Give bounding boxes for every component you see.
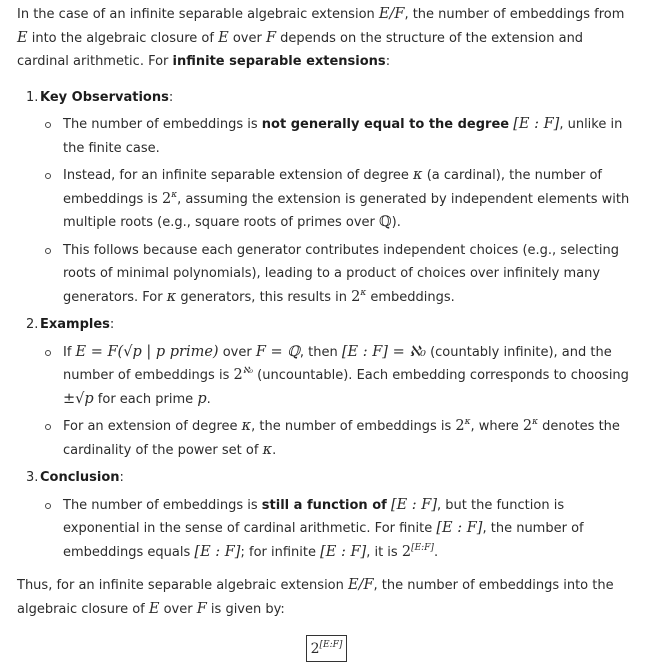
math-inline: E <box>218 29 229 46</box>
bullet-list <box>40 494 636 565</box>
math-inline: E = F(√p | p prime) <box>75 343 219 360</box>
math-inline: 2 <box>233 367 243 383</box>
list-item-key-observations: 1. Key Observations: The number of embeddings is not generally equal to the degree [E : F], unlike in the finite case. Instead, for an infinite separable extension of degree κ (a cardinal), the number of embeddings is $2^\kappa$, assuming the extension is generated by independent elements with multiple roots (e.g., square roots of primes over ℚ). This follows because each generator contributes independent choices (e.g., selecting roots of minimal polynomials), leading to a product of choices over infinitely many generators. For κ generators, this results in $2^\kappa$ embeddings. <box>17 86 636 310</box>
math-inline: 2 <box>455 418 465 434</box>
final-paragraph: Thus, for an infinite separable algebraic extension E/F, the number of embeddings into the algebraic closure of E over F is given by: <box>17 577 614 617</box>
math-inline: E/F <box>348 577 374 593</box>
math-inline: 2 <box>401 543 412 560</box>
bullet-icon <box>45 424 51 430</box>
list-item-conclusion: 3. Conclusion: The number of embeddings is still a function of [E : F], but the function is exponential in the sense of cardinal arithmetic. For finite [E : F], the number of embeddings equals [E : F]; for infinite [E : F], it is 2[E:F]. <box>17 466 636 564</box>
list-item: This follows because each generator contributes independent choices (e.g., selecting roots of minimal polynomials), leading to a product of choices over infinitely many generators. For κ generators, this results in $2^\kappa$ embeddings. <box>40 239 636 310</box>
list-item: The number of embeddings is not generally equal to the degree [E : F], unlike in the finite case. <box>40 113 636 160</box>
section-heading: Key Observations <box>40 89 169 105</box>
math-inline: F <box>196 600 207 617</box>
bullet-icon <box>45 503 51 509</box>
numbered-list <box>17 86 636 565</box>
list-number: 1. <box>26 89 39 105</box>
intro-paragraph: In the case of an infinite separable algebraic extension E/F, the number of embeddings from E into the algebraic closure of E over F depends on the structure of the extension and cardinal arithmetic. For infinite separable extensions: <box>17 6 625 69</box>
section-heading: Examples <box>40 317 110 332</box>
math-inline: F = ℚ <box>255 343 300 360</box>
math-inline: [E : F] <box>436 520 483 536</box>
list-item: For an extension of degree κ, the number of embeddings is $2^\kappa$, where $2^\kappa$ denotes the cardinality of the power set of κ. <box>40 415 636 462</box>
bullet-icon <box>45 350 51 356</box>
math-inline: F <box>265 29 277 46</box>
list-number: 3. <box>26 470 39 485</box>
math-inline: [E : F] <box>513 116 560 132</box>
math-inline: [E : F] <box>320 543 367 560</box>
list-item-examples: 2. Examples: If E = F(√p | p prime) over F = ℚ, then [E : F] = ℵ₀ (countably infinite), and the number of embeddings is $2^{ℵ_0}$ (uncountable). Each embedding corresponds to choosing ±√p for each prime p. For an extension of degree κ, the number of embeddings is $2^\kappa$, where $2^\kappa$ denotes the cardinality of the power set of κ. <box>17 313 636 462</box>
math-inline: p <box>197 390 207 407</box>
bullet-icon <box>45 248 51 254</box>
boxed-answer: 2[E:F] <box>306 635 348 662</box>
list-item: If E = F(√p | p prime) over F = ℚ, then [E : F] = ℵ₀ (countably infinite), and the number of embeddings is $2^{ℵ_0}$ (uncountable). Each embedding corresponds to choosing ±√p for each prime p. <box>40 341 636 412</box>
list-item: The number of embeddings is still a function of [E : F], but the function is exponential in the sense of cardinal arithmetic. For finite [E : F], the number of embeddings equals [E : F]; for infinite [E : F], it is 2[E:F]. <box>40 494 636 565</box>
math-inline: 2 <box>351 288 361 305</box>
math-inline: [E : F] <box>390 496 438 513</box>
section-heading: Conclusion <box>40 470 120 485</box>
bullet-icon <box>45 173 51 179</box>
math-inline: κ <box>413 167 423 183</box>
list-number: 2. <box>26 317 39 332</box>
math-inline: [E : F] <box>194 543 241 560</box>
answer-container <box>17 635 636 662</box>
math-inline: [E : F] = ℵ₀ <box>341 343 426 360</box>
math-inline: 2 <box>161 190 172 207</box>
bullet-list <box>40 341 636 463</box>
math-inline: κ <box>262 441 273 458</box>
math-inline: κ <box>241 418 252 434</box>
bold-text: infinite separable extensions <box>172 54 386 69</box>
math-inline: E <box>17 29 28 46</box>
bullet-icon <box>45 122 51 128</box>
math-inline: ℚ <box>379 214 392 230</box>
math-inline: κ <box>166 288 177 305</box>
math-inline: E/F <box>378 6 405 22</box>
math-inline: ±√p <box>63 390 94 407</box>
math-inline: E <box>148 600 160 617</box>
list-item: Instead, for an infinite separable extension of degree κ (a cardinal), the number of embeddings is $2^\kappa$, assuming the extension is generated by independent elements with multiple roots (e.g., square roots of primes over ℚ). <box>40 164 636 235</box>
bullet-list <box>40 113 636 309</box>
math-inline: 2 <box>522 418 533 434</box>
